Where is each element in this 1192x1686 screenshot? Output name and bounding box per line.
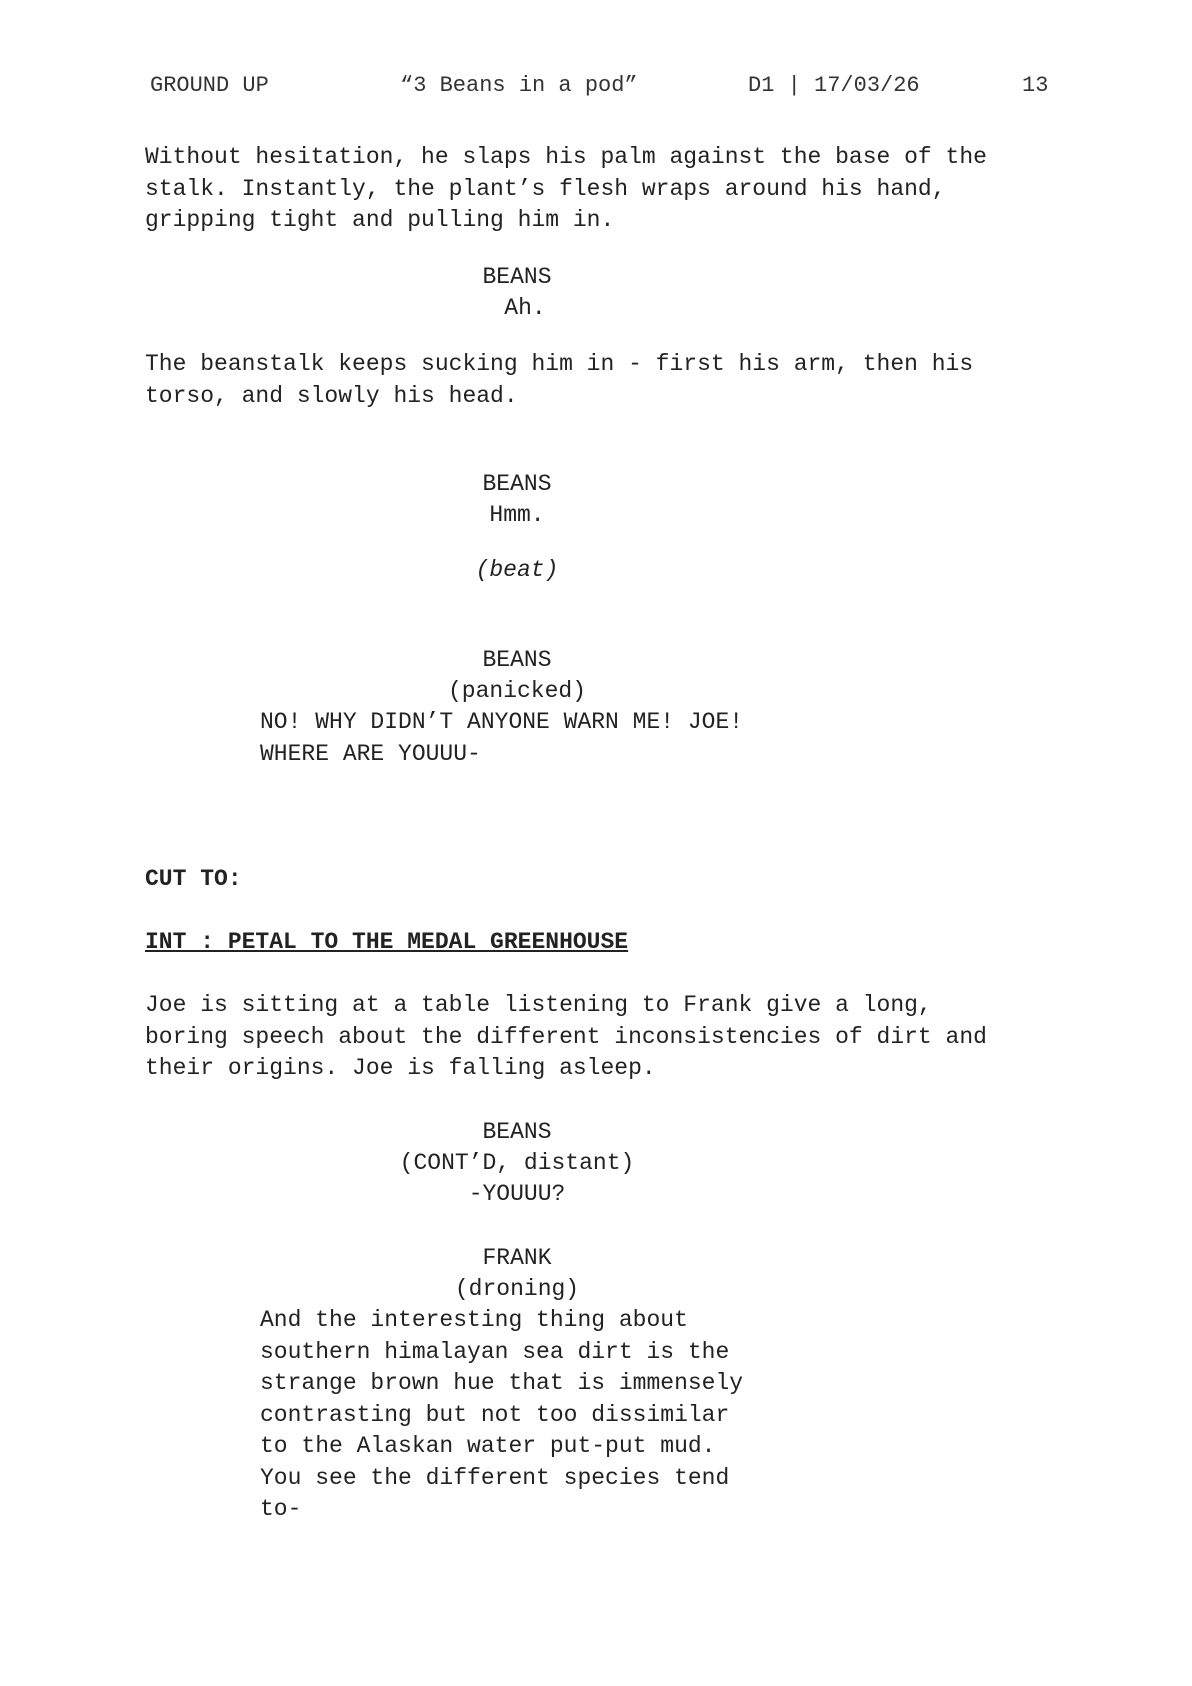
character-name: BEANS xyxy=(482,647,552,673)
header-draft-date: D1 | 17/03/26 xyxy=(748,73,920,98)
action-block: Joe is sitting at a table listening to Frank give a long, boring speech about the different inconsistencies of dirt and their origins. Joe is falling asleep. xyxy=(145,992,987,1081)
header-episode-title: “3 Beans in a pod” xyxy=(400,73,638,98)
scene-heading: INT : PETAL TO THE MEDAL GREENHOUSE xyxy=(145,929,629,955)
header-page-number: 13 xyxy=(1022,73,1049,98)
action-block: Without hesitation, he slaps his palm against the base of the stalk. Instantly, the plant’s flesh wraps around his hand, gripping tight and pulling him in. xyxy=(145,144,987,233)
character-name: FRANK xyxy=(482,1245,552,1271)
dialogue-line: NO! WHY DIDN’T ANYONE WARN ME! JOE! WHERE ARE YOUUU- xyxy=(260,709,744,767)
parenthetical: (droning) xyxy=(454,1276,580,1302)
transition: CUT TO: xyxy=(145,866,242,892)
character-name: BEANS xyxy=(482,1119,552,1145)
parenthetical: (CONT’D, distant) xyxy=(399,1150,635,1176)
character-name: BEANS xyxy=(482,471,552,497)
parenthetical: (beat) xyxy=(475,557,559,583)
action-block: The beanstalk keeps sucking him in - first his arm, then his torso, and slowly his head. xyxy=(145,351,974,409)
dialogue-line: Ah. xyxy=(504,295,546,321)
character-name: BEANS xyxy=(482,264,552,290)
dialogue-line: And the interesting thing about southern himalayan sea dirt is the strange brown hue that is immensely contrasting but not too dissimilar to the Alaskan water put-put mud. You see the different species tend to- xyxy=(260,1307,744,1522)
dialogue-line: -YOUUU? xyxy=(468,1181,566,1207)
parenthetical: (panicked) xyxy=(447,678,587,704)
header-show-title: GROUND UP xyxy=(150,73,269,98)
dialogue-line: Hmm. xyxy=(489,502,545,528)
